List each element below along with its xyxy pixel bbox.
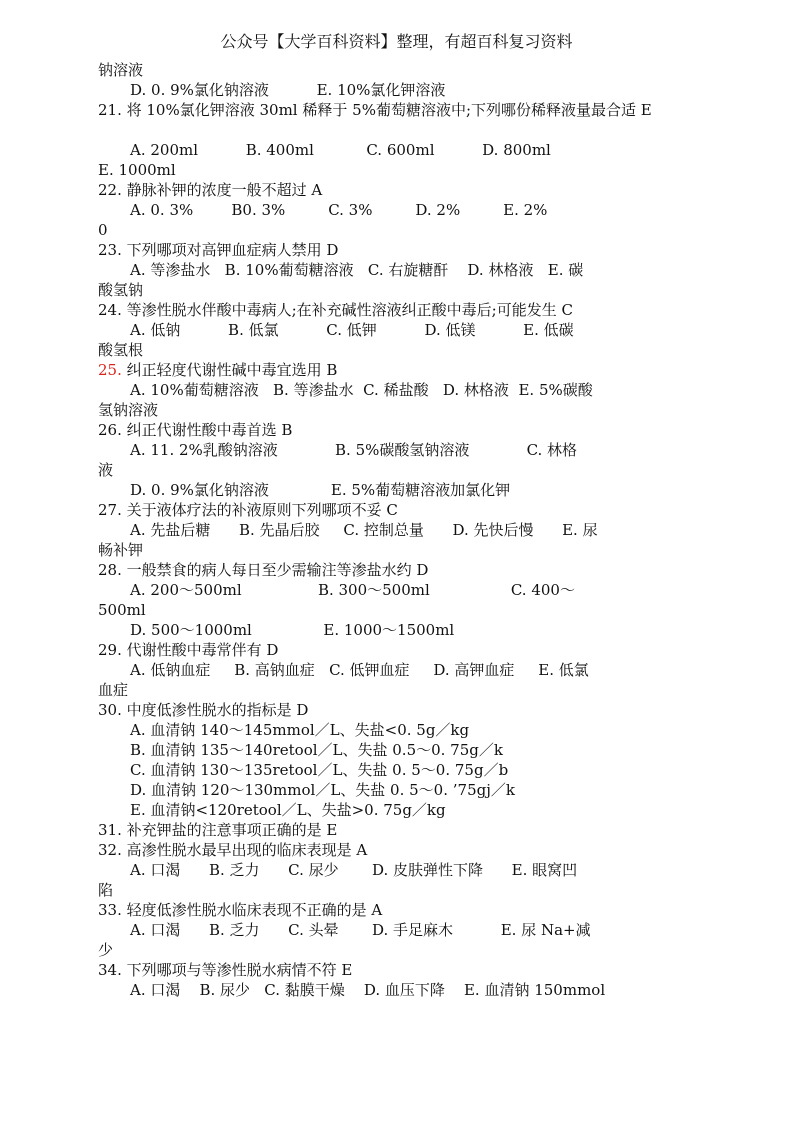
question-text: 纠正轻度代谢性碱中毒宜选用 B <box>126 361 338 379</box>
text-line: 酸氢根 <box>98 341 144 359</box>
option-line: A. 口渴 B. 尿少 C. 黏膜干燥 D. 血压下降 E. 血清钠 150mmol <box>130 981 606 999</box>
option-line: D. 血清钠 120～130mmol／L、失盐 0. 5～0. ’75gj／k <box>130 781 515 799</box>
text-line: 血症 <box>98 681 129 699</box>
text-line: 钠溶液 <box>98 61 144 79</box>
page-header: 公众号【大学百科资料】整理，有超百科复习资料 <box>220 32 573 51</box>
option-line: A. 11. 2%乳酸钠溶液 B. 5%碳酸氢钠溶液 C. 林格 <box>130 441 578 459</box>
text-line: 酸氢钠 <box>98 281 144 299</box>
text-line: 0 <box>98 221 108 239</box>
text-line: 陷 <box>98 881 114 899</box>
option-line: E. 血清钠<120retool／L、失盐>0. 75g／kg <box>130 801 446 819</box>
option-line: A. 200ml B. 400ml C. 600ml D. 800ml <box>130 141 551 159</box>
text-line: 液 <box>98 461 114 479</box>
text-line: 28. 一般禁食的病人每日至少需输注等渗盐水约 D <box>98 561 429 579</box>
text-line: E. 1000ml <box>98 161 176 179</box>
option-line: D. 0. 9%氯化钠溶液 E. 10%氯化钾溶液 <box>130 81 446 99</box>
option-line: B. 血清钠 135～140retool／L、失盐 0.5～0. 75g／k <box>130 741 503 759</box>
document-body <box>98 60 698 1000</box>
text-line: 29. 代谢性酸中毒常伴有 D <box>98 641 279 659</box>
option-line: A. 10%葡萄糖溶液 B. 等渗盐水 C. 稀盐酸 D. 林格液 E. 5%碳酸 <box>130 381 593 399</box>
option-line: A. 低钠血症 B. 高钠血症 C. 低钾血症 D. 高钾血症 E. 低氯 <box>130 661 589 679</box>
text-line: 23. 下列哪项对高钾血症病人禁用 D <box>98 241 339 259</box>
text-line: 33. 轻度低渗性脱水临床表现不正确的是 A <box>98 901 383 919</box>
text-line: 少 <box>98 941 114 959</box>
option-line: D. 500～1000ml E. 1000～1500ml <box>130 621 455 639</box>
option-line: A. 口渴 B. 乏力 C. 尿少 D. 皮肤弹性下降 E. 眼窝凹 <box>130 861 578 879</box>
text-line: 22. 静脉补钾的浓度一般不超过 A <box>98 181 323 199</box>
text-line: 畅补钾 <box>98 541 144 559</box>
text-line: 32. 高渗性脱水最早出现的临床表现是 A <box>98 841 368 859</box>
option-line: C. 血清钠 130～135retool／L、失盐 0. 5～0. 75g／b <box>130 761 509 779</box>
text-line: 26. 纠正代谢性酸中毒首选 B <box>98 421 293 439</box>
question-number: 25. <box>98 361 122 379</box>
text-line: 30. 中度低渗性脱水的指标是 D <box>98 701 309 719</box>
text-line: 500ml <box>98 601 146 619</box>
text-line: 31. 补充钾盐的注意事项正确的是 E <box>98 821 338 839</box>
option-line: A. 200～500ml B. 300～500ml C. 400～ <box>130 581 575 599</box>
option-line: A. 先盐后糖 B. 先晶后胶 C. 控制总量 D. 先快后慢 E. 尿 <box>130 521 598 539</box>
text-line <box>98 360 698 380</box>
option-line: A. 血清钠 140～145mmol／L、失盐<0. 5g／kg <box>130 721 470 739</box>
question-line: 21. 将 10%氯化钾溶液 30ml 稀释于 5%葡萄糖溶液中;下列哪份稀释液量最合适 E <box>98 101 652 119</box>
text-line: 34. 下列哪项与等渗性脱水病情不符 E <box>98 961 353 979</box>
option-line: A. 口渴 B. 乏力 C. 头晕 D. 手足麻木 E. 尿 Na+减 <box>130 921 591 939</box>
text-line: 24. 等渗性脱水伴酸中毒病人;在补充碱性溶液纠正酸中毒后;可能发生 C <box>98 301 573 319</box>
option-line: D. 0. 9%氯化钠溶液 E. 5%葡萄糖溶液加氯化钾 <box>130 481 511 499</box>
text-line: 27. 关于液体疗法的补液原则下列哪项不妥 C <box>98 501 398 519</box>
text-line: 氢钠溶液 <box>98 401 159 419</box>
option-line: A. 0. 3% B0. 3% C. 3% D. 2% E. 2% <box>130 201 548 219</box>
option-line: A. 等渗盐水 B. 10%葡萄糖溶液 C. 右旋糖酐 D. 林格液 E. 碳 <box>130 261 584 279</box>
option-line: A. 低钠 B. 低氯 C. 低钾 D. 低镁 E. 低碳 <box>130 321 574 339</box>
